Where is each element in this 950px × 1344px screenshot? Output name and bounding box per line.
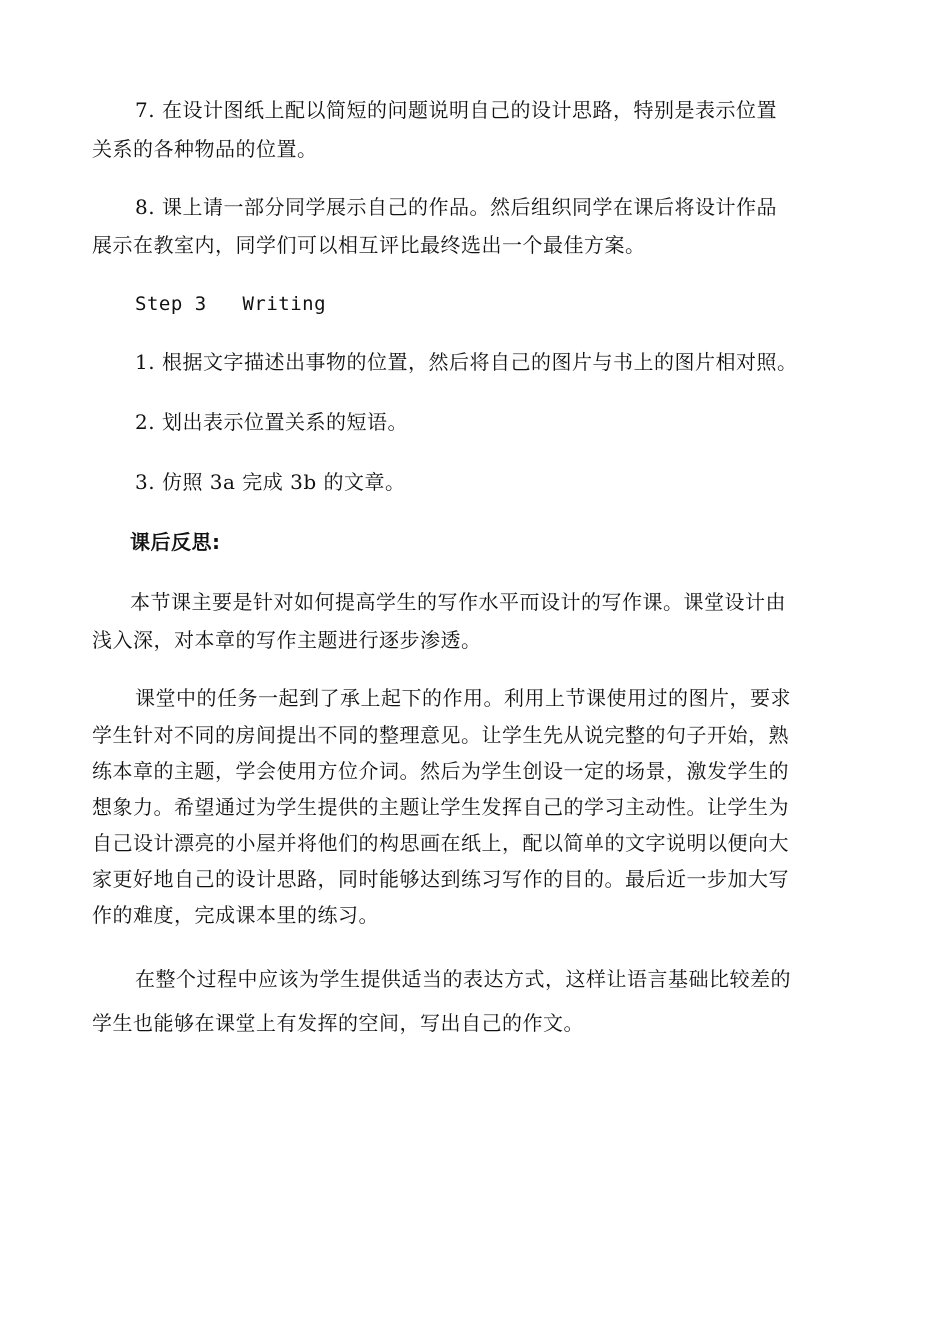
paragraph-8-line-1: 8. 课上请一部分同学展示自己的作品。然后组织同学在课后将设计作品 <box>135 195 777 219</box>
paragraph-7-line-2: 关系的各种物品的位置。 <box>92 137 318 161</box>
reflection-2-line-2: 学生针对不同的房间提出不同的整理意见。让学生先从说完整的句子开始，熟 <box>92 723 789 747</box>
reflection-2-line-5: 自己设计漂亮的小屋并将他们的构思画在纸上，配以简单的文字说明以便向大 <box>92 831 789 855</box>
reflection-2-line-6: 家更好地自己的设计思路，同时能够达到练习写作的目的。最后近一步加大写 <box>92 867 789 891</box>
reflection-3-line-1: 在整个过程中应该为学生提供适当的表达方式，这样让语言基础比较差的 <box>135 967 791 991</box>
step-3-heading: Step 3 Writing <box>135 293 327 315</box>
writing-item-3: 3. 仿照 3a 完成 3b 的文章。 <box>135 470 406 494</box>
reflection-2-line-1: 课堂中的任务一起到了承上起下的作用。利用上节课使用过的图片，要求 <box>135 686 791 710</box>
writing-item-1: 1. 根据文字描述出事物的位置，然后将自己的图片与书上的图片相对照。 <box>135 350 798 374</box>
reflection-1-line-2: 浅入深，对本章的写作主题进行逐步渗透。 <box>92 628 482 652</box>
paragraph-8-line-2: 展示在教室内，同学们可以相互评比最终选出一个最佳方案。 <box>92 233 646 257</box>
reflection-2-line-7: 作的难度，完成课本里的练习。 <box>92 903 379 927</box>
reflection-2-line-4: 想象力。希望通过为学生提供的主题让学生发挥自己的学习主动性。让学生为 <box>92 795 789 819</box>
writing-item-2: 2. 划出表示位置关系的短语。 <box>135 410 408 434</box>
reflection-2-line-3: 练本章的主题，学会使用方位介词。然后为学生创设一定的场景，激发学生的 <box>92 759 789 783</box>
reflection-3-line-2: 学生也能够在课堂上有发挥的空间，写出自己的作文。 <box>92 1011 584 1035</box>
reflection-heading: 课后反思: <box>130 530 221 554</box>
reflection-1-line-1: 本节课主要是针对如何提高学生的写作水平而设计的写作课。课堂设计由 <box>130 590 786 614</box>
paragraph-7-line-1: 7. 在设计图纸上配以简短的问题说明自己的设计思路，特别是表示位置 <box>135 98 777 122</box>
